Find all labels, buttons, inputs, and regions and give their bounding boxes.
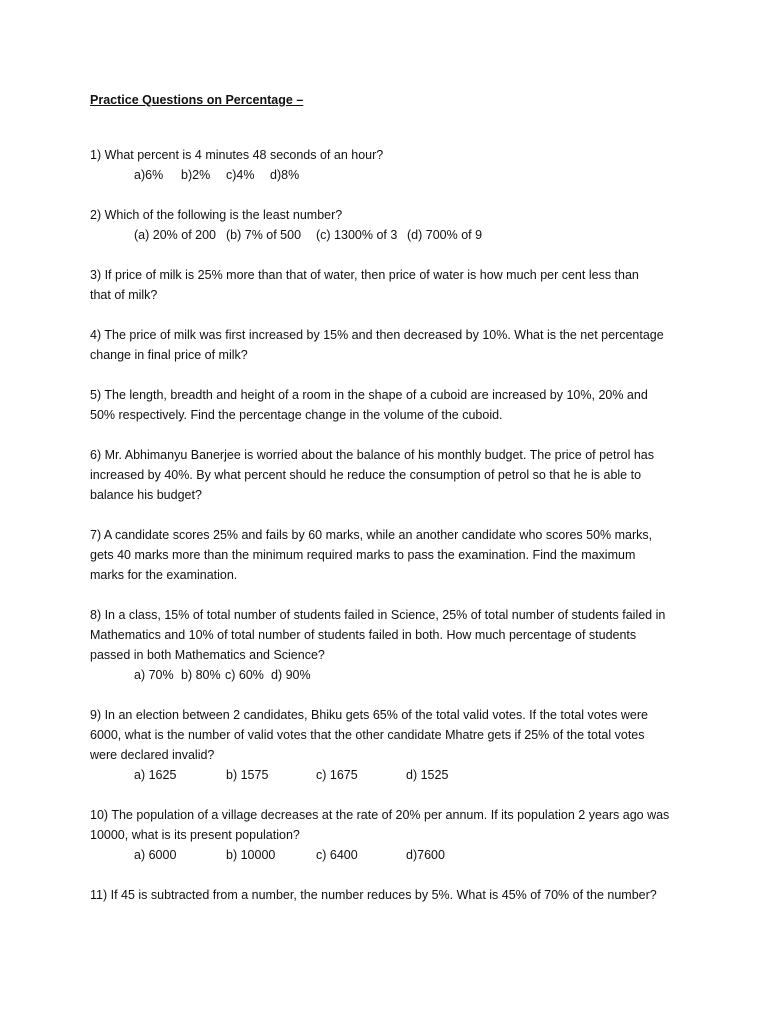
question-3-line-2: that of milk? — [90, 288, 158, 302]
question-6-line-1: 6) Mr. Abhimanyu Banerjee is worried about the balance of his monthly budget. The price of petrol has — [90, 448, 654, 462]
option-a: a)6% — [134, 168, 164, 182]
option-b: b) 1575 — [226, 768, 269, 782]
option-c: c)4% — [226, 168, 255, 182]
question-1-line-1: 1) What percent is 4 minutes 48 seconds of an hour? — [90, 148, 384, 162]
question-2-options — [134, 225, 494, 245]
option-b: (b) 7% of 500 — [226, 228, 302, 242]
option-c: c) 60% — [225, 668, 264, 682]
option-b: b) 10000 — [226, 848, 276, 862]
question-10-line-2: 10000, what is its present population? — [90, 828, 300, 842]
question-10-options — [134, 845, 474, 865]
question-8-line-2: Mathematics and 10% of total number of students failed in both. How much percentage of students — [90, 628, 637, 642]
question-8-line-1: 8) In a class, 15% of total number of students failed in Science, 25% of total number of students failed in — [90, 608, 666, 622]
question-8-options — [134, 665, 354, 685]
question-4-line-2: change in final price of milk? — [90, 348, 248, 362]
option-c: (c) 1300% of 3 — [316, 228, 398, 242]
question-6-line-3: balance his budget? — [90, 488, 202, 502]
question-3-line-1: 3) If price of milk is 25% more than that of water, then price of water is how much per cent less than — [90, 268, 639, 282]
page-title: Practice Questions on Percentage – — [90, 93, 304, 107]
question-9-line-1: 9) In an election between 2 candidates, Bhiku gets 65% of the total valid votes. If the total votes were — [90, 708, 648, 722]
option-d: (d) 700% of 9 — [407, 228, 483, 242]
question-11-line-1: 11) If 45 is subtracted from a number, the number reduces by 5%. What is 45% of 70% of the number? — [90, 888, 657, 902]
question-7-line-3: marks for the examination. — [90, 568, 238, 582]
question-10-line-1: 10) The population of a village decreases at the rate of 20% per annum. If its population 2 years ago was — [90, 808, 670, 822]
question-9-line-2: 6000, what is the number of valid votes that the other candidate Mhatre gets if 25% of the total votes — [90, 728, 645, 742]
option-b: b) 80% — [181, 668, 221, 682]
question-9-line-3: were declared invalid? — [90, 748, 215, 762]
option-a: a) 1625 — [134, 768, 177, 782]
option-d: d) 1525 — [406, 768, 449, 782]
option-a: (a) 20% of 200 — [134, 228, 216, 242]
option-c: c) 6400 — [316, 848, 358, 862]
question-1-options — [134, 165, 354, 185]
question-5-line-1: 5) The length, breadth and height of a room in the shape of a cuboid are increased by 10%, 20% and — [90, 388, 648, 402]
question-6-line-2: increased by 40%. By what percent should he reduce the consumption of petrol so that he is able to — [90, 468, 642, 482]
option-c: c) 1675 — [316, 768, 358, 782]
option-d: d) 90% — [271, 668, 311, 682]
option-d: d)7600 — [406, 848, 445, 862]
question-8-line-3: passed in both Mathematics and Science? — [90, 648, 325, 662]
question-7-line-1: 7) A candidate scores 25% and fails by 60 marks, while an another candidate who scores 50% marks, — [90, 528, 653, 542]
question-5-line-2: 50% respectively. Find the percentage change in the volume of the cuboid. — [90, 408, 503, 422]
question-7-line-2: gets 40 marks more than the minimum required marks to pass the examination. Find the maximum — [90, 548, 636, 562]
option-a: a) 70% — [134, 668, 174, 682]
option-a: a) 6000 — [134, 848, 177, 862]
option-b: b)2% — [181, 168, 211, 182]
question-2-line-1: 2) Which of the following is the least number? — [90, 208, 343, 222]
question-4-line-1: 4) The price of milk was first increased by 15% and then decreased by 10%. What is the net percentage — [90, 328, 664, 342]
option-d: d)8% — [270, 168, 300, 182]
question-9-options — [134, 765, 474, 785]
